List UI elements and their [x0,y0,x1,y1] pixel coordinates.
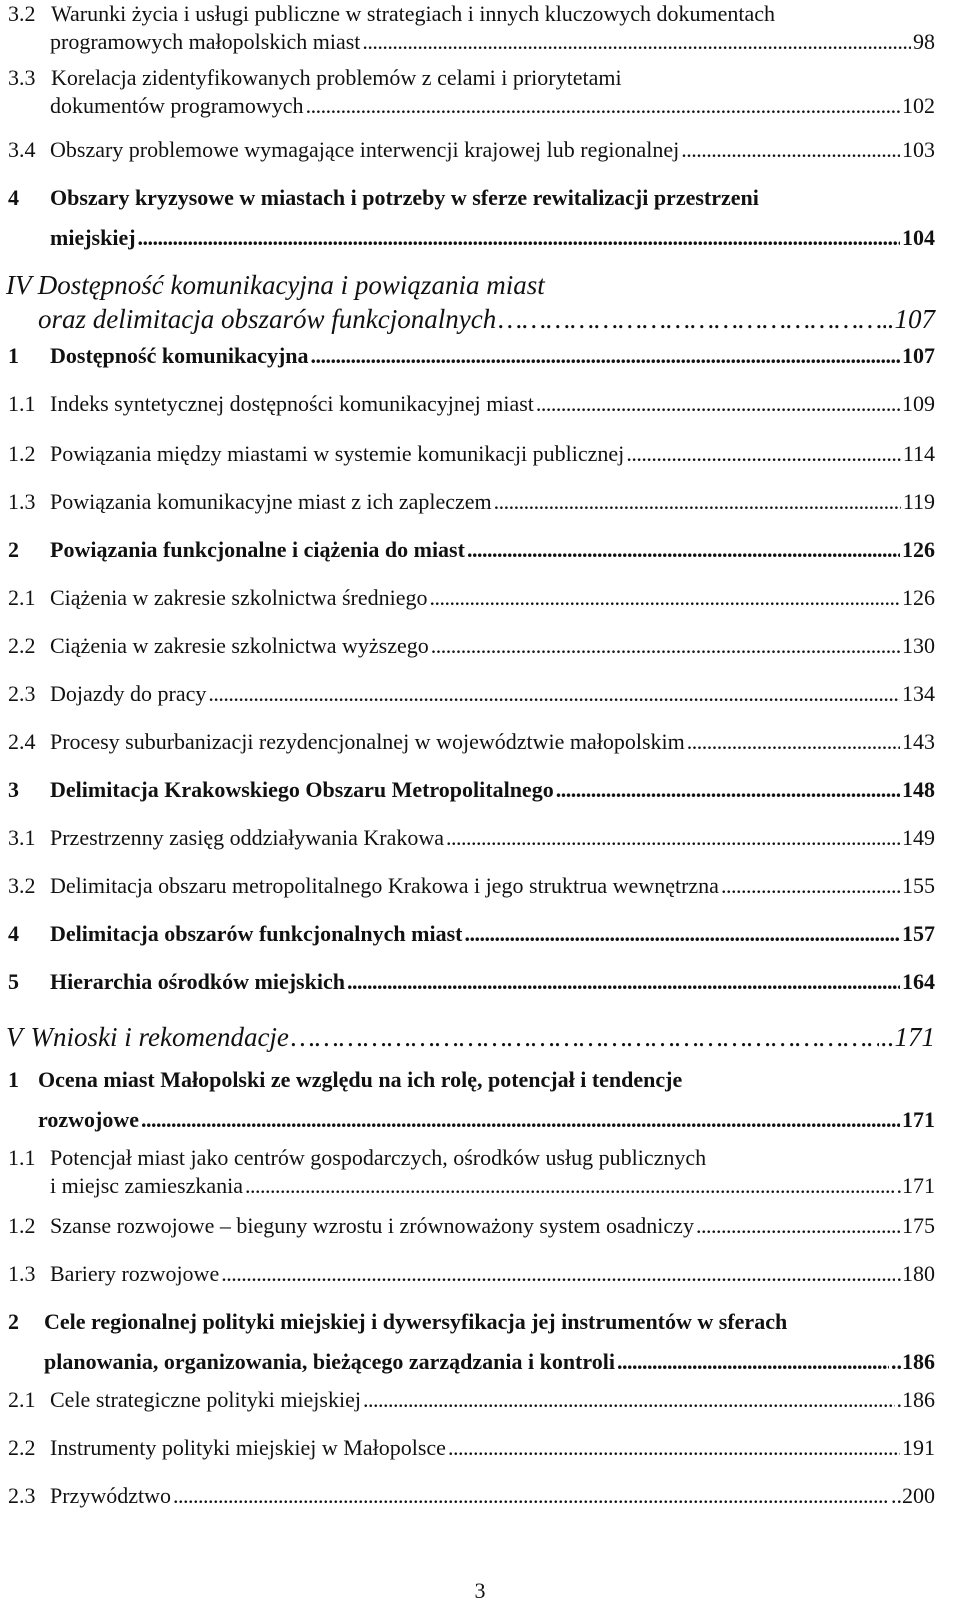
toc-title-line1: Dostępność komunikacyjna i powiązania miast [37,270,545,300]
toc-title: Indeks syntetycznej dostępności komunikacyjnej miast [50,391,534,416]
toc-number: 2.4 [8,729,36,754]
toc-title: Dostępność komunikacyjna [50,343,309,368]
toc-number: 1.1 [8,1145,36,1170]
toc-number: 1.1 [8,391,36,416]
toc-leader [173,1482,889,1510]
toc-entry[interactable] [0,824,960,852]
toc-title: Przywództwo [50,1483,171,1508]
toc-entry[interactable] [0,0,960,56]
toc-title: planowania, organizowania, bieżącego zarządzania i kontroli [44,1349,615,1374]
toc-page-number: 130 [902,633,935,658]
toc-title: Wnioski i rekomendacje [30,1022,289,1052]
toc-part-entry[interactable] [0,268,960,336]
toc-entry[interactable] [0,1260,960,1288]
toc-title: Cele strategiczne polityki miejskiej [50,1387,361,1412]
toc-leader [431,632,900,660]
toc-title: Powiązania komunikacyjne miast z ich zapleczem [50,489,492,514]
toc-entry[interactable] [0,632,960,660]
toc-number: 2.1 [8,1387,36,1412]
toc-title: Delimitacja obszaru metropolitalnego Krakowa i jego struktrua wewnętrzna [50,873,719,898]
toc-title-line1: Potencjał miast jako centrów gospodarczych, ośrodków usług publicznych [50,1145,707,1170]
toc-number: 3 [8,777,19,802]
toc-leader [221,1260,894,1288]
toc-leader [464,920,900,948]
toc-title: Szanse rozwojowe – bieguny wzrostu i zrównoważony system osadniczy [50,1213,694,1238]
toc-number: 1.3 [8,489,36,514]
toc-entry[interactable] [0,920,960,948]
toc-title: Powiązania funkcjonalne i ciążenia do miast [50,537,465,562]
toc-title: Instrumenty polityki miejskiej w Małopolsce [50,1435,446,1460]
toc-title: Delimitacja obszarów funkcjonalnych miast [50,921,463,946]
toc-page-number: 143 [902,729,935,754]
toc-number: 1.2 [8,441,36,466]
toc-title-line1: Ocena miast Małopolski ze względu na ich rolę, potencjał i tendencje [38,1067,683,1092]
toc-leader [363,1386,895,1414]
toc-leader [687,728,900,756]
toc-page-number: 171 [902,1107,935,1132]
toc-leader [141,1106,900,1134]
toc-page-number: 119 [902,489,935,514]
toc-leader [430,584,900,612]
toc-page-number: 148 [902,777,935,802]
toc-entry[interactable] [0,184,960,252]
toc-title: Procesy suburbanizacji rezydencjonalnej w województwie małopolskim [50,729,685,754]
toc-leader [556,776,900,804]
toc-title: oraz delimitacja obszarów funkcjonalnych [38,304,497,334]
toc-entry[interactable] [0,136,960,164]
toc-entry[interactable] [0,968,960,996]
toc-number: 1 [8,343,19,368]
toc-entry[interactable] [0,1212,960,1240]
page-number-footer: 3 [474,1578,486,1603]
toc-entry[interactable] [0,64,960,120]
toc-leader [617,1348,889,1376]
toc-title: rozwojowe [38,1107,139,1132]
toc-page-number: 103 [902,137,935,162]
toc-leader [467,536,900,564]
toc-page-number: 109 [902,391,935,416]
toc-title-line1: Cele regionalnej polityki miejskiej i dywersyfikacja jej instrumentów w sferach [44,1309,788,1334]
toc-leader [347,968,900,996]
toc-entry[interactable] [0,536,960,564]
toc-leader [362,28,911,56]
toc-number: 3.2 [8,1,36,26]
toc-title: Obszary problemowe wymagające interwencji krajowej lub regionalnej [50,137,680,162]
toc-number: 3.4 [8,137,36,162]
toc-title: i miejsc zamieszkania [50,1173,244,1198]
toc-leader [208,680,900,708]
toc-number: 2 [8,1309,19,1334]
toc-title-line1: Obszary kryzysowe w miastach i potrzeby w sferze rewitalizacji przestrzeni [50,185,759,210]
toc-page-number: 114 [902,441,935,466]
toc-number: 2.2 [8,1435,36,1460]
toc-page-number: .107 [887,304,935,334]
toc-part-entry[interactable] [0,1020,960,1054]
toc-number: 4 [8,921,19,946]
toc-entry[interactable] [0,1144,960,1200]
toc-page-number: ..186 [891,1349,935,1374]
toc-leader [311,342,900,370]
toc-entry[interactable] [0,1308,960,1376]
toc-leader [291,1020,879,1054]
toc-entry[interactable] [0,776,960,804]
toc-title: Przestrzenny zasięg oddziaływania Krakowa [50,825,445,850]
toc-leader [498,302,886,336]
toc-number: 3.1 [8,825,36,850]
toc-number: 5 [8,969,19,994]
toc-leader [536,390,900,418]
toc-number: 3.2 [8,873,36,898]
toc-number: 4 [8,185,19,210]
toc-title: Dojazdy do pracy [50,681,207,706]
toc-title: programowych małopolskich miast [50,29,361,54]
toc-title: Bariery rozwojowe [50,1261,220,1286]
toc-page-number: .180 [896,1261,935,1286]
toc-page-number: 157 [902,921,935,946]
toc-entry[interactable] [0,872,960,900]
toc-title: Ciążenia w zakresie szkolnictwa średniego [50,585,428,610]
toc-title-line1: Korelacja zidentyfikowanych problemów z celami i priorytetami [51,65,622,90]
toc-leader [494,488,901,516]
toc-number: 2.3 [8,681,36,706]
toc-leader [446,824,900,852]
toc-entry[interactable] [0,342,960,370]
toc-page-number: 175 [902,1213,935,1238]
toc-page-number: .171 [896,1173,935,1198]
toc-page-number: 149 [902,825,935,850]
toc-entry[interactable] [0,1066,960,1134]
toc-number: 2.1 [8,585,36,610]
toc-page-number: 155 [902,873,935,898]
toc-entry[interactable] [0,584,960,612]
toc-title: dokumentów programowych [50,93,304,118]
toc-leader [138,224,900,252]
toc-number: 1.2 [8,1213,36,1238]
toc-part-number: V [6,1022,23,1052]
toc-page-number: 104 [902,225,935,250]
toc-number: 1.3 [8,1261,36,1286]
toc-number: 2.2 [8,633,36,658]
toc-page-number: 98 [913,29,935,54]
toc-page-number: ..171 [881,1022,935,1052]
toc-leader [245,1172,894,1200]
toc-page-number: 126 [902,585,935,610]
toc-entry[interactable] [0,488,960,516]
toc-page-number: 191 [902,1435,935,1460]
toc-entry[interactable] [0,1434,960,1462]
toc-entry[interactable] [0,680,960,708]
toc-part-number: IV [6,270,31,300]
toc-title: Ciążenia w zakresie szkolnictwa wyższego [50,633,429,658]
toc-entry[interactable] [0,1386,960,1414]
toc-page-number: 164 [902,969,935,994]
toc-title-line1: Warunki życia i usługi publiczne w strategiach i innych kluczowych dokumentach [51,1,776,26]
toc-leader [306,92,900,120]
toc-entry[interactable] [0,1482,960,1510]
toc-page-number: 102 [902,93,935,118]
toc-title: Powiązania między miastami w systemie komunikacji publicznej [50,441,625,466]
toc-entry[interactable] [0,390,960,418]
toc-page-number: 126 [902,537,935,562]
toc-page-number: ..200 [891,1483,935,1508]
toc-number: 2 [8,537,19,562]
toc-title: Hierarchia ośrodków miejskich [50,969,345,994]
toc-title: miejskiej [50,225,136,250]
toc-page-number: 134 [902,681,935,706]
toc-entry[interactable] [0,440,960,468]
toc-title: Delimitacja Krakowskiego Obszaru Metropolitalnego [50,777,554,802]
toc-entry[interactable] [0,728,960,756]
toc-leader [626,440,901,468]
toc-leader [696,1212,900,1240]
toc-number: 2.3 [8,1483,36,1508]
toc-page-number: 107 [902,343,935,368]
toc-number: 3.3 [8,65,36,90]
toc-number: 1 [8,1067,19,1092]
toc-page-number: .186 [896,1387,935,1412]
toc-leader [681,136,900,164]
toc-leader [448,1434,900,1462]
toc-leader [721,872,900,900]
